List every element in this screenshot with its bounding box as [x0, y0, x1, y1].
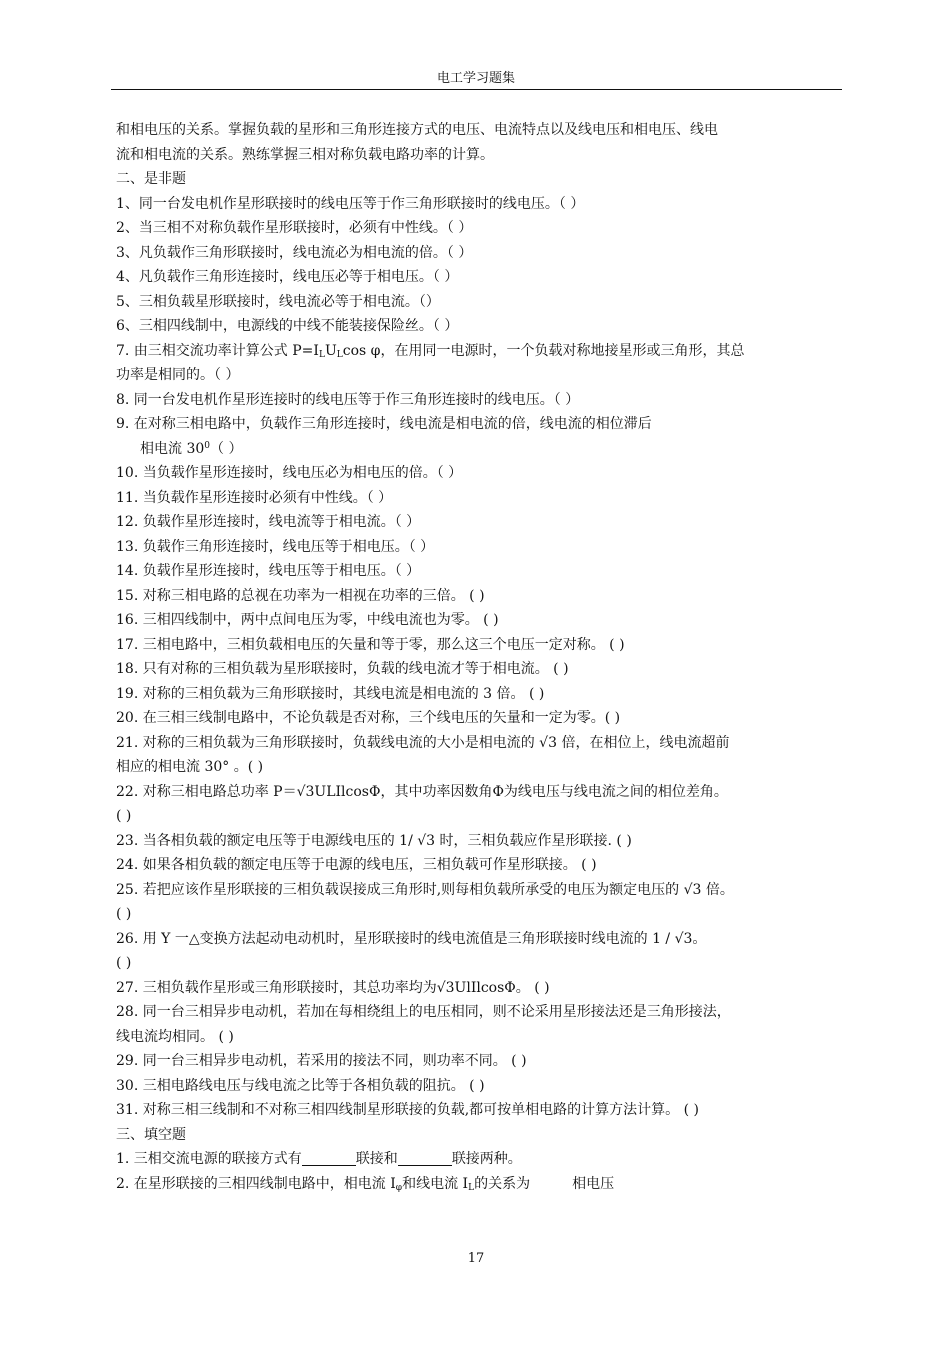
question-7-line-1	[116, 339, 842, 364]
f2-text-b: 和线电流 I	[402, 1175, 469, 1192]
question-20: 20. 在三相三线制电路中，不论负载是否对称，三个线电压的矢量和一定为零。( )	[116, 710, 621, 726]
question-19: 19. 对称的三相负载为三角形联接时，其线电流是相电流的 3 倍。 ( )	[116, 685, 545, 702]
question-8: 8. 同一台发电机作星形连接时的线电压等于作三角形连接时的线电压。（ ）	[116, 391, 580, 408]
question-2: 2、当三相不对称负载作星形联接时，必须有中性线。（ ）	[116, 220, 473, 236]
fill-question-1	[116, 1147, 842, 1172]
question-12: 12. 负载作星形连接时，线电流等于相电流。（ ）	[116, 514, 421, 530]
q7-text-c: cos φ，在用同一电源时，一个负载对称地接星形或三角形，其总	[342, 342, 745, 359]
f1-text-b: 联接和	[355, 1151, 398, 1167]
q7-subscript-2: L	[336, 349, 343, 360]
section-heading-true-false: 二、是非题	[116, 171, 186, 187]
question-24: 24. 如果各相负载的额定电压等于电源的线电压，三相负载可作星形联接。 ( )	[116, 857, 597, 873]
question-16: 16. 三相四线制中，两中点间电压为零，中线电流也为零。 ( )	[116, 612, 499, 628]
question-26-line-1: 26. 用 Y 一△变换方法起动电动机时，星形联接时的线电流值是三角形联接时线电流的 1 / √3。	[116, 930, 707, 947]
running-header-title: 电工学习题集	[436, 71, 515, 86]
question-21-line-2: 相应的相电流 30° 。( )	[116, 759, 264, 775]
q9-text-a: 相电流 30	[140, 440, 205, 457]
question-3: 3、凡负载作三角形联接时，线电流必为相电流的倍。（ ）	[116, 244, 473, 261]
question-21-line-1: 21. 对称的三相负载为三角形联接时，负载线电流的大小是相电流的 √3 倍，在相位上，线电流超前	[116, 734, 730, 751]
question-5: 5、三相负载星形联接时，线电流必等于相电流。（）	[116, 293, 440, 310]
question-22-line-1: 22. 对称三相电路总功率 P＝√3ULIlcosΦ，其中功率因数角Φ为线电压与线电流之间的相位差角。	[116, 783, 728, 800]
q7-subscript-1: L	[318, 349, 325, 360]
question-25-line-1: 25. 若把应该作星形联接的三相负载误接成三角形时,则每相负载所承受的电压为额定电压的 √3 倍。	[116, 881, 734, 898]
question-1: 1、同一台发电机作星形联接时的线电压等于作三角形联接时的线电压。（ ）	[116, 195, 585, 212]
question-28-line-2: 线电流均相同。 ( )	[116, 1028, 234, 1045]
question-14: 14. 负载作星形连接时，线电压等于相电压。（ ）	[116, 563, 421, 579]
f1-text-c: 联接两种。	[451, 1151, 522, 1167]
q7-text-b: U	[324, 342, 337, 359]
question-7-line-2: 功率是相同的。（ ）	[116, 367, 240, 383]
page-number: 17	[467, 1251, 485, 1266]
f2-text-d: 相电压	[572, 1175, 615, 1192]
f2-text-c: 的关系为	[474, 1175, 531, 1192]
question-25-line-2: ( )	[116, 906, 132, 922]
intro-line-1: 和相电压的关系。掌握负载的星形和三角形连接方式的电压、电流特点以及线电压和相电压、线电	[116, 122, 718, 138]
document-body	[116, 118, 842, 1196]
question-29: 29. 同一台三相异步电动机，若采用的接法不同，则功率不同。 ( )	[116, 1053, 527, 1069]
question-9-line-2	[116, 437, 842, 462]
section-heading-fill-in: 三、填空题	[116, 1126, 186, 1143]
question-11: 11. 当负载作星形连接时必须有中性线。（ ）	[116, 489, 393, 506]
header-rule	[111, 89, 842, 90]
question-15: 15. 对称三相电路的总视在功率为一相视在功率的三倍。 ( )	[116, 587, 485, 604]
question-31: 31. 对称三相三线制和不对称三相四线制星形联接的负载,都可按单相电路的计算方法计算。 ( )	[116, 1102, 699, 1118]
question-17: 17. 三相电路中，三相负载相电压的矢量和等于零，那么这三个电压一定对称。 ( )	[116, 636, 625, 653]
question-27: 27. 三相负载作星形或三角形联接时，其总功率均为√3UlIlcosΦ。 ( )	[116, 979, 550, 996]
f1-text-a: 1. 三相交流电源的联接方式有	[116, 1151, 302, 1167]
question-9-line-1: 9. 在对称三相电路中，负载作三角形连接时，线电流是相电流的倍，线电流的相位滞后	[116, 416, 652, 432]
q7-text-a: 7. 由三相交流功率计算公式 P=I	[116, 342, 319, 359]
question-4: 4、凡负载作三角形连接时，线电压必等于相电压。（ ）	[116, 269, 459, 285]
question-22-line-2: ( )	[116, 808, 132, 824]
q9-text-b: （ ）	[210, 440, 243, 457]
question-10: 10. 当负载作星形连接时，线电压必为相电压的倍。（ ）	[116, 465, 463, 481]
question-28-line-1: 28. 同一台三相异步电动机，若加在每相绕组上的电压相同，则不论采用星形接法还是三角形接法，	[116, 1004, 731, 1020]
f2-text-a: 2. 在星形联接的三相四线制电路中，相电流 I	[116, 1175, 396, 1192]
q9-superscript: 0	[204, 440, 210, 451]
answer-blank-1	[302, 1149, 356, 1166]
question-6: 6、三相四线制中，电源线的中线不能装接保险丝。（ ）	[116, 318, 459, 334]
intro-line-2: 流和相电流的关系。熟练掌握三相对称负载电路功率的计算。	[116, 146, 494, 163]
question-30: 30. 三相电路线电压与线电流之比等于各相负载的阻抗。 ( )	[116, 1077, 485, 1094]
question-18: 18. 只有对称的三相负载为星形联接时，负载的线电流才等于相电流。 ( )	[116, 661, 569, 677]
question-13: 13. 负载作三角形连接时，线电压等于相电压。（ ）	[116, 538, 435, 555]
answer-blank-2	[398, 1149, 452, 1166]
fill-question-2	[116, 1172, 842, 1197]
f2-subscript-2: L	[468, 1182, 475, 1193]
question-23: 23. 当各相负载的额定电压等于电源线电压的 1/ √3 时，三相负载应作星形联接. ( )	[116, 832, 632, 849]
f2-subscript-1: φ	[395, 1182, 403, 1193]
question-26-line-2: ( )	[116, 955, 132, 971]
